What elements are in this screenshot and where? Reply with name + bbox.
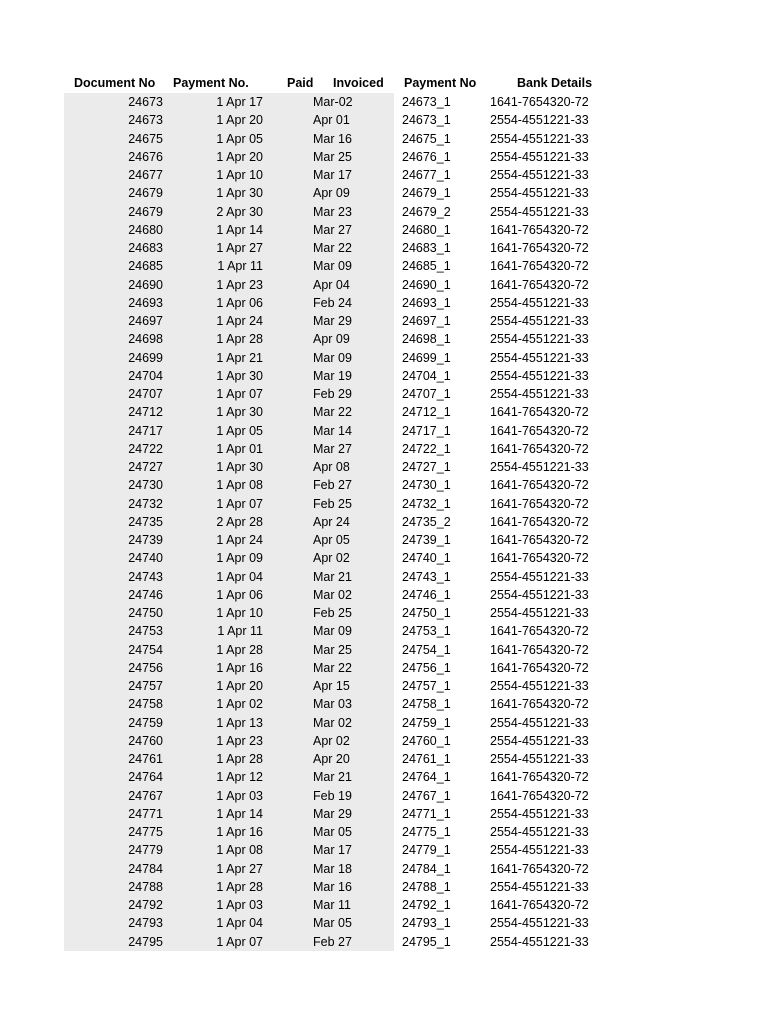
table-row [64, 93, 638, 111]
cell-invoiced[interactable]: Apr 09 [299, 184, 394, 202]
cell-invoiced[interactable]: Mar 27 [299, 221, 394, 239]
cell-paid[interactable]: 1 Apr 30 [169, 367, 299, 385]
cell-invoiced[interactable]: Feb 19 [299, 787, 394, 805]
table-row [64, 203, 638, 221]
cell-payment-no[interactable]: 24676_1 [402, 149, 451, 164]
cell-document-no[interactable]: 24758 [64, 695, 169, 713]
table-row [64, 476, 638, 494]
cell-bank-details[interactable]: 2554-4551221-33 [490, 314, 589, 328]
cell-document-no[interactable]: 24673 [64, 93, 169, 111]
table-row [64, 823, 638, 841]
cell-paid[interactable]: 1 Apr 07 [169, 385, 299, 403]
cell-document-no[interactable]: 24699 [64, 349, 169, 367]
cell-invoiced[interactable]: Mar 23 [299, 203, 394, 221]
cell-paid[interactable]: 1 Apr 28 [169, 750, 299, 768]
cell-invoiced[interactable]: Mar 21 [299, 568, 394, 586]
cell-document-no[interactable]: 24788 [64, 878, 169, 896]
cell-document-no[interactable]: 24775 [64, 823, 169, 841]
cell-paid[interactable]: 1 Apr 20 [169, 677, 299, 695]
table-row [64, 458, 638, 476]
cell-bank-details[interactable]: 2554-4551221-33 [490, 186, 589, 201]
cell-document-no[interactable]: 24676 [64, 148, 169, 166]
cell-document-no[interactable]: 24735 [64, 513, 169, 531]
cell-invoiced[interactable]: Mar 16 [299, 130, 394, 148]
cell-invoiced[interactable]: Feb 25 [299, 604, 394, 622]
cell-payment-no[interactable]: 24727_1 [402, 460, 451, 474]
cell-bank-details[interactable]: 1641-7654320-72 [490, 624, 589, 639]
table-body [64, 93, 638, 951]
table-row [64, 914, 638, 932]
cell-paid[interactable]: 1 Apr 11 [169, 622, 299, 640]
cell-payment-no[interactable]: 24740_1 [402, 551, 451, 566]
cell-paid[interactable]: 1 Apr 20 [169, 111, 299, 129]
cell-payment-no[interactable]: 24677_1 [402, 168, 451, 182]
cell-document-no[interactable]: 24673 [64, 111, 169, 129]
cell-payment-no[interactable]: 24683_1 [402, 241, 451, 255]
cell-invoiced[interactable]: Mar 17 [299, 841, 394, 859]
cell-invoiced[interactable]: Feb 24 [299, 294, 394, 312]
cell-payment-no[interactable]: 24712_1 [402, 405, 451, 420]
cell-payment-no[interactable]: 24730_1 [402, 478, 451, 493]
cell-bank-details[interactable]: 1641-7654320-72 [490, 788, 589, 803]
cell-bank-details[interactable]: 2554-4551221-33 [490, 350, 589, 365]
table-row [64, 276, 638, 294]
cell-paid[interactable]: 1 Apr 03 [169, 896, 299, 914]
table-row [64, 111, 638, 129]
cell-document-no[interactable]: 24750 [64, 604, 169, 622]
cell-bank-details[interactable]: 1641-7654320-72 [490, 642, 589, 657]
cell-paid[interactable]: 1 Apr 10 [169, 604, 299, 622]
cell-invoiced[interactable]: Mar-02 [299, 93, 394, 111]
table-row [64, 768, 638, 786]
cell-bank-details[interactable]: 2554-4551221-33 [490, 879, 589, 894]
cell-bank-details[interactable]: 2554-4551221-33 [490, 715, 589, 730]
cell-paid[interactable]: 2 Apr 28 [169, 513, 299, 531]
cell-paid[interactable]: 1 Apr 01 [169, 440, 299, 458]
table-row [64, 860, 638, 878]
cell-payment-no[interactable]: 24675_1 [402, 131, 451, 146]
table-row [64, 257, 638, 275]
cell-invoiced[interactable]: Mar 22 [299, 239, 394, 257]
cell-invoiced[interactable]: Apr 24 [299, 513, 394, 531]
cell-paid[interactable]: 1 Apr 28 [169, 330, 299, 348]
cell-bank-details[interactable]: 2554-4551221-33 [490, 733, 589, 748]
cell-bank-details[interactable]: 2554-4551221-33 [490, 168, 589, 182]
cell-document-no[interactable]: 24739 [64, 531, 169, 549]
cell-paid[interactable]: 1 Apr 16 [169, 823, 299, 841]
cell-document-no[interactable]: 24784 [64, 860, 169, 878]
cell-payment-no[interactable]: 24717_1 [402, 423, 451, 438]
cell-payment-no[interactable]: 24673_1 [402, 95, 451, 109]
cell-invoiced[interactable]: Mar 03 [299, 695, 394, 713]
table-row [64, 695, 638, 713]
cell-invoiced[interactable]: Mar 25 [299, 641, 394, 659]
table-row [64, 604, 638, 622]
cell-paid[interactable]: 2 Apr 30 [169, 203, 299, 221]
cell-bank-details[interactable]: 2554-4551221-33 [490, 843, 589, 858]
cell-paid[interactable]: 1 Apr 10 [169, 166, 299, 184]
cell-bank-details[interactable]: 1641-7654320-72 [490, 95, 589, 109]
cell-invoiced[interactable]: Mar 19 [299, 367, 394, 385]
cell-invoiced[interactable]: Apr 08 [299, 458, 394, 476]
table-row [64, 677, 638, 695]
cell-payment-no[interactable]: 24739_1 [402, 533, 451, 547]
cell-bank-details[interactable]: 2554-4551221-33 [490, 934, 589, 949]
cell-paid[interactable]: 1 Apr 12 [169, 768, 299, 786]
cell-invoiced[interactable]: Mar 25 [299, 148, 394, 166]
cell-invoiced[interactable]: Mar 05 [299, 914, 394, 932]
cell-bank-details[interactable]: 2554-4551221-33 [490, 752, 589, 766]
cell-payment-no[interactable]: 24779_1 [402, 843, 451, 858]
cell-bank-details[interactable]: 1641-7654320-72 [490, 241, 589, 255]
cell-document-no[interactable]: 24685 [64, 257, 169, 275]
cell-payment-no[interactable]: 24788_1 [402, 879, 451, 894]
cell-paid[interactable]: 1 Apr 04 [169, 914, 299, 932]
cell-paid[interactable]: 1 Apr 27 [169, 239, 299, 257]
cell-payment-no[interactable]: 24795_1 [402, 934, 451, 949]
cell-payment-no[interactable]: 24746_1 [402, 587, 451, 602]
cell-payment-no[interactable]: 24699_1 [402, 350, 451, 365]
cell-paid[interactable]: 1 Apr 24 [169, 312, 299, 330]
cell-paid[interactable]: 1 Apr 08 [169, 476, 299, 494]
cell-paid[interactable]: 1 Apr 08 [169, 841, 299, 859]
cell-document-no[interactable]: 24779 [64, 841, 169, 859]
cell-invoiced[interactable]: Mar 27 [299, 440, 394, 458]
cell-paid[interactable]: 1 Apr 30 [169, 184, 299, 202]
cell-payment-no[interactable]: 24761_1 [402, 752, 451, 766]
cell-bank-details[interactable]: 2554-4551221-33 [490, 149, 589, 164]
table-row [64, 184, 638, 202]
cell-document-no[interactable]: 24767 [64, 787, 169, 805]
cell-document-no[interactable]: 24712 [64, 403, 169, 421]
header-bank-details[interactable]: Bank Details [517, 76, 593, 90]
cell-document-no[interactable]: 24746 [64, 586, 169, 604]
cell-payment-no[interactable]: 24707_1 [402, 387, 451, 401]
cell-paid[interactable]: 1 Apr 06 [169, 586, 299, 604]
table-row [64, 549, 638, 567]
cell-payment-no[interactable]: 24735_2 [402, 514, 451, 529]
cell-document-no[interactable]: 24707 [64, 385, 169, 403]
cell-paid[interactable]: 1 Apr 30 [169, 458, 299, 476]
cell-invoiced[interactable]: Mar 18 [299, 860, 394, 878]
cell-invoiced[interactable]: Apr 01 [299, 111, 394, 129]
cell-payment-no[interactable]: 24679_1 [402, 186, 451, 201]
table-row [64, 732, 638, 750]
cell-paid[interactable]: 1 Apr 23 [169, 276, 299, 294]
cell-bank-details[interactable]: 1641-7654320-72 [490, 222, 589, 237]
table-row [64, 641, 638, 659]
cell-invoiced[interactable]: Mar 09 [299, 622, 394, 640]
cell-payment-no[interactable]: 24760_1 [402, 733, 451, 748]
table-row [64, 367, 638, 385]
cell-bank-details[interactable]: 2554-4551221-33 [490, 587, 589, 602]
cell-document-no[interactable]: 24761 [64, 750, 169, 768]
table-row [64, 312, 638, 330]
cell-payment-no[interactable]: 24685_1 [402, 259, 451, 274]
cell-bank-details[interactable]: 1641-7654320-72 [490, 405, 589, 420]
table-row [64, 221, 638, 239]
cell-paid[interactable]: 1 Apr 03 [169, 787, 299, 805]
cell-payment-no[interactable]: 24767_1 [402, 788, 451, 803]
cell-paid[interactable]: 1 Apr 05 [169, 422, 299, 440]
cell-document-no[interactable]: 24675 [64, 130, 169, 148]
cell-document-no[interactable]: 24698 [64, 330, 169, 348]
cell-payment-no[interactable]: 24775_1 [402, 825, 451, 839]
table-row [64, 403, 638, 421]
cell-invoiced[interactable]: Apr 20 [299, 750, 394, 768]
table-row [64, 750, 638, 768]
cell-payment-no[interactable]: 24764_1 [402, 770, 451, 785]
cell-payment-no[interactable]: 24722_1 [402, 441, 451, 456]
cell-bank-details[interactable]: 2554-4551221-33 [490, 916, 589, 931]
cell-bank-details[interactable]: 1641-7654320-72 [490, 660, 589, 675]
cell-document-no[interactable]: 24732 [64, 495, 169, 513]
cell-bank-details[interactable]: 1641-7654320-72 [490, 697, 589, 712]
spreadsheet [64, 74, 638, 951]
table-row [64, 568, 638, 586]
cell-document-no[interactable]: 24727 [64, 458, 169, 476]
cell-payment-no[interactable]: 24679_2 [402, 204, 451, 219]
cell-paid[interactable]: 1 Apr 30 [169, 403, 299, 421]
cell-bank-details[interactable]: 1641-7654320-72 [490, 898, 589, 912]
cell-invoiced[interactable]: Apr 02 [299, 549, 394, 567]
cell-paid[interactable]: 1 Apr 28 [169, 641, 299, 659]
cell-document-no[interactable]: 24693 [64, 294, 169, 312]
cell-payment-no[interactable]: 24754_1 [402, 642, 451, 657]
header-payment-no[interactable]: Payment No. [173, 76, 249, 90]
cell-bank-details[interactable]: 1641-7654320-72 [490, 514, 589, 529]
table-row [64, 385, 638, 403]
cell-document-no[interactable]: 24771 [64, 805, 169, 823]
table-row [64, 714, 638, 732]
cell-payment-no[interactable]: 24697_1 [402, 314, 451, 328]
cell-bank-details[interactable]: 2554-4551221-33 [490, 569, 589, 584]
cell-paid[interactable]: 1 Apr 11 [169, 257, 299, 275]
cell-payment-no[interactable]: 24698_1 [402, 332, 451, 347]
cell-bank-details[interactable]: 2554-4551221-33 [490, 606, 589, 620]
cell-bank-details[interactable]: 1641-7654320-72 [490, 441, 589, 456]
table-row [64, 495, 638, 513]
cell-paid[interactable]: 1 Apr 06 [169, 294, 299, 312]
cell-paid[interactable]: 1 Apr 16 [169, 659, 299, 677]
cell-paid[interactable]: 1 Apr 20 [169, 148, 299, 166]
cell-invoiced[interactable]: Mar 02 [299, 714, 394, 732]
cell-invoiced[interactable]: Apr 09 [299, 330, 394, 348]
cell-bank-details[interactable]: 1641-7654320-72 [490, 533, 589, 547]
header-paid[interactable]: Paid [287, 76, 314, 90]
cell-paid[interactable]: 1 Apr 07 [169, 933, 299, 951]
cell-invoiced[interactable]: Mar 14 [299, 422, 394, 440]
cell-document-no[interactable]: 24760 [64, 732, 169, 750]
cell-document-no[interactable]: 24793 [64, 914, 169, 932]
table-row [64, 586, 638, 604]
cell-bank-details[interactable]: 2554-4551221-33 [490, 332, 589, 347]
header-payment-no-2[interactable]: Payment No [404, 76, 477, 90]
cell-document-no[interactable]: 24730 [64, 476, 169, 494]
cell-document-no[interactable]: 24743 [64, 568, 169, 586]
cell-document-no[interactable]: 24679 [64, 203, 169, 221]
header-payment-group [169, 74, 314, 93]
cell-bank-details[interactable]: 1641-7654320-72 [490, 478, 589, 493]
cell-bank-details[interactable]: 2554-4551221-33 [490, 368, 589, 383]
cell-paid[interactable]: 1 Apr 05 [169, 130, 299, 148]
cell-document-no[interactable]: 24764 [64, 768, 169, 786]
cell-payment-no[interactable]: 24759_1 [402, 715, 451, 730]
cell-paid[interactable]: 1 Apr 14 [169, 221, 299, 239]
header-row [64, 74, 638, 93]
cell-invoiced[interactable]: Feb 27 [299, 933, 394, 951]
header-invoiced[interactable]: Invoiced [333, 76, 384, 90]
cell-document-no[interactable]: 24722 [64, 440, 169, 458]
cell-bank-details[interactable]: 1641-7654320-72 [490, 423, 589, 438]
cell-document-no[interactable]: 24757 [64, 677, 169, 695]
cell-document-no[interactable]: 24754 [64, 641, 169, 659]
cell-bank-details[interactable]: 1641-7654320-72 [490, 551, 589, 566]
cell-invoiced[interactable]: Feb 25 [299, 495, 394, 513]
cell-document-no[interactable]: 24717 [64, 422, 169, 440]
cell-invoiced[interactable]: Mar 16 [299, 878, 394, 896]
cell-bank-details[interactable]: 1641-7654320-72 [490, 259, 589, 274]
table-row [64, 330, 638, 348]
cell-paid[interactable]: 1 Apr 14 [169, 805, 299, 823]
cell-paid[interactable]: 1 Apr 07 [169, 495, 299, 513]
cell-paid[interactable]: 1 Apr 23 [169, 732, 299, 750]
header-document-no[interactable]: Document No [74, 76, 156, 90]
cell-invoiced[interactable]: Mar 29 [299, 312, 394, 330]
cell-payment-no[interactable]: 24757_1 [402, 679, 451, 693]
cell-payment-no[interactable]: 24750_1 [402, 606, 451, 620]
cell-bank-details[interactable]: 2554-4551221-33 [490, 113, 589, 128]
table-row [64, 659, 638, 677]
cell-payment-no[interactable]: 24680_1 [402, 222, 451, 237]
cell-invoiced[interactable]: Feb 29 [299, 385, 394, 403]
table-row [64, 130, 638, 148]
cell-document-no[interactable]: 24683 [64, 239, 169, 257]
cell-bank-details[interactable]: 2554-4551221-33 [490, 295, 589, 310]
cell-bank-details[interactable]: 2554-4551221-33 [490, 387, 589, 401]
cell-bank-details[interactable]: 1641-7654320-72 [490, 770, 589, 785]
table-row [64, 531, 638, 549]
cell-paid[interactable]: 1 Apr 24 [169, 531, 299, 549]
cell-bank-details[interactable]: 2554-4551221-33 [490, 460, 589, 474]
cell-payment-no[interactable]: 24743_1 [402, 569, 451, 584]
cell-payment-no[interactable]: 24758_1 [402, 697, 451, 712]
cell-invoiced[interactable]: Apr 05 [299, 531, 394, 549]
cell-payment-no[interactable]: 24792_1 [402, 898, 451, 912]
table-row [64, 805, 638, 823]
cell-document-no[interactable]: 24740 [64, 549, 169, 567]
cell-document-no[interactable]: 24759 [64, 714, 169, 732]
cell-paid[interactable]: 1 Apr 13 [169, 714, 299, 732]
cell-paid[interactable]: 1 Apr 04 [169, 568, 299, 586]
cell-bank-details[interactable]: 2554-4551221-33 [490, 825, 589, 839]
cell-document-no[interactable]: 24753 [64, 622, 169, 640]
cell-bank-details[interactable]: 2554-4551221-33 [490, 806, 589, 821]
cell-invoiced[interactable]: Mar 22 [299, 659, 394, 677]
table-row [64, 841, 638, 859]
table-row [64, 440, 638, 458]
table-row [64, 166, 638, 184]
table-row [64, 787, 638, 805]
cell-payment-no[interactable]: 24771_1 [402, 806, 451, 821]
table-row [64, 239, 638, 257]
cell-bank-details[interactable]: 1641-7654320-72 [490, 277, 589, 292]
table-row [64, 933, 638, 951]
cell-document-no[interactable]: 24680 [64, 221, 169, 239]
cell-document-no[interactable]: 24679 [64, 184, 169, 202]
cell-document-no[interactable]: 24792 [64, 896, 169, 914]
table-row [64, 896, 638, 914]
cell-paid[interactable]: 1 Apr 09 [169, 549, 299, 567]
cell-paid[interactable]: 1 Apr 28 [169, 878, 299, 896]
cell-paid[interactable]: 1 Apr 27 [169, 860, 299, 878]
cell-invoiced[interactable]: Mar 21 [299, 768, 394, 786]
cell-invoiced[interactable]: Mar 11 [299, 896, 394, 914]
cell-document-no[interactable]: 24697 [64, 312, 169, 330]
table-row [64, 148, 638, 166]
cell-payment-no[interactable]: 24793_1 [402, 916, 451, 931]
cell-invoiced[interactable]: Apr 15 [299, 677, 394, 695]
cell-payment-no[interactable]: 24704_1 [402, 368, 451, 383]
cell-payment-no[interactable]: 24753_1 [402, 624, 451, 639]
cell-document-no[interactable]: 24795 [64, 933, 169, 951]
cell-invoiced[interactable]: Apr 04 [299, 276, 394, 294]
table-row [64, 622, 638, 640]
cell-bank-details[interactable]: 2554-4551221-33 [490, 679, 589, 693]
cell-payment-no[interactable]: 24693_1 [402, 295, 451, 310]
cell-payment-no[interactable]: 24756_1 [402, 660, 451, 675]
cell-paid[interactable]: 1 Apr 17 [169, 93, 299, 111]
cell-bank-details[interactable]: 2554-4551221-33 [490, 204, 589, 219]
cell-invoiced[interactable]: Mar 02 [299, 586, 394, 604]
cell-bank-details[interactable]: 2554-4551221-33 [490, 131, 589, 146]
cell-payment-no[interactable]: 24673_1 [402, 113, 451, 128]
cell-payment-no[interactable]: 24784_1 [402, 861, 451, 876]
table-row [64, 294, 638, 312]
table-row [64, 513, 638, 531]
cell-invoiced[interactable]: Mar 29 [299, 805, 394, 823]
table-row [64, 422, 638, 440]
table-row [64, 878, 638, 896]
cell-document-no[interactable]: 24690 [64, 276, 169, 294]
cell-document-no[interactable]: 24677 [64, 166, 169, 184]
table-row [64, 349, 638, 367]
cell-invoiced[interactable]: Mar 09 [299, 349, 394, 367]
cell-invoiced[interactable]: Mar 17 [299, 166, 394, 184]
cell-invoiced[interactable]: Feb 27 [299, 476, 394, 494]
cell-paid[interactable]: 1 Apr 21 [169, 349, 299, 367]
cell-invoiced[interactable]: Mar 09 [299, 257, 394, 275]
cell-paid[interactable]: 1 Apr 02 [169, 695, 299, 713]
cell-invoiced[interactable]: Mar 05 [299, 823, 394, 841]
cell-invoiced[interactable]: Apr 02 [299, 732, 394, 750]
cell-bank-details[interactable]: 1641-7654320-72 [490, 496, 589, 511]
cell-payment-no[interactable]: 24732_1 [402, 496, 451, 511]
cell-invoiced[interactable]: Mar 22 [299, 403, 394, 421]
cell-bank-details[interactable]: 1641-7654320-72 [490, 861, 589, 876]
cell-document-no[interactable]: 24756 [64, 659, 169, 677]
cell-payment-no[interactable]: 24690_1 [402, 277, 451, 292]
cell-document-no[interactable]: 24704 [64, 367, 169, 385]
